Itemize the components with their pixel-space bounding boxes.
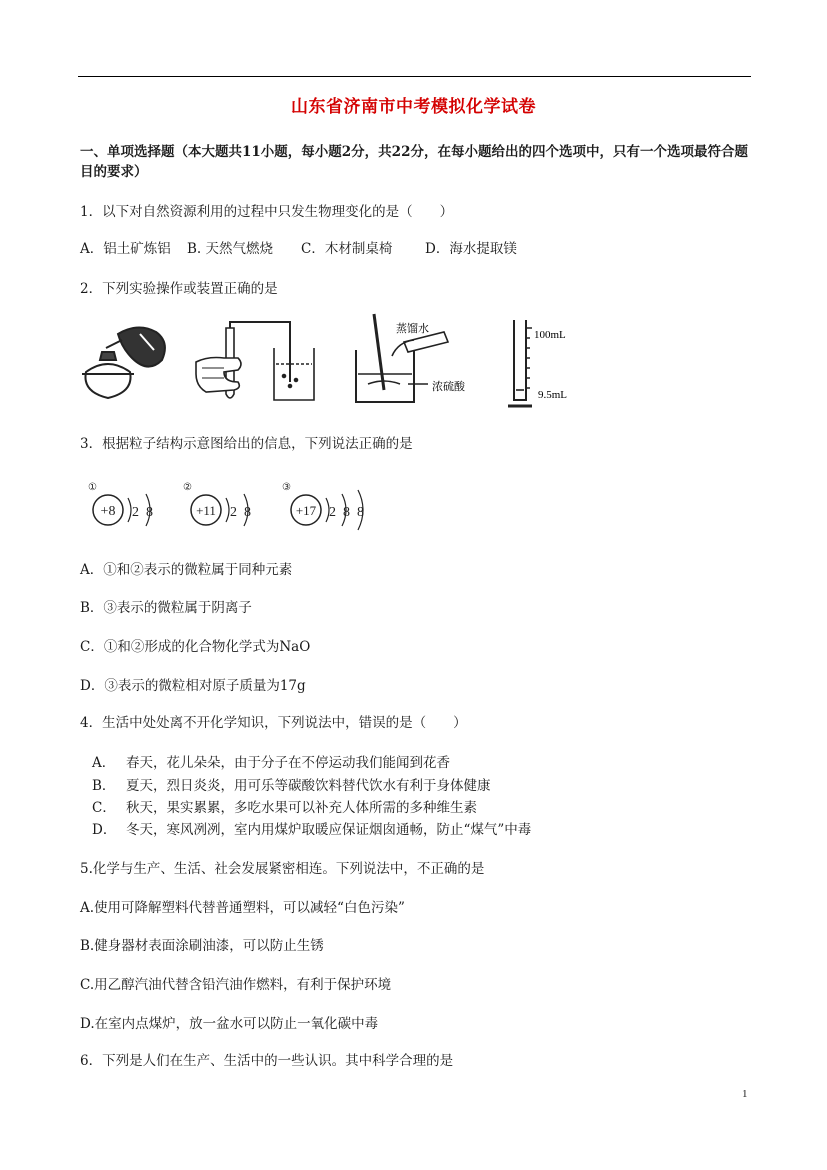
- alcohol-lamp-icon: [82, 327, 165, 398]
- q1-option-a[interactable]: A．铝土矿炼铝: [80, 241, 171, 257]
- q1-option-d[interactable]: D．海水提取镁: [425, 241, 517, 257]
- svg-text:②: ②: [183, 482, 192, 493]
- q4-option-a[interactable]: A． 春天，花儿朵朵，由于分子在不停运动我们能闻到花香: [92, 755, 450, 771]
- svg-text:+11: +11: [196, 503, 216, 518]
- svg-text:③: ③: [282, 482, 291, 493]
- svg-text:+8: +8: [100, 504, 116, 519]
- graduated-cylinder-icon: [508, 320, 532, 406]
- svg-text:2 8 8: 2 8 8: [329, 505, 364, 520]
- svg-text:2 8: 2 8: [132, 505, 153, 520]
- q5-option-c[interactable]: C.用乙醇汽油代替含铅汽油作燃料，有利于保护环境: [80, 977, 392, 993]
- gas-tightness-check-icon: [196, 322, 314, 400]
- q4-option-c[interactable]: C． 秋天，果实累累，多吃水果可以补充人体所需的多种维生素: [92, 800, 477, 816]
- atom-diagram-1: [88, 482, 153, 526]
- svg-text:+17: +17: [295, 503, 317, 518]
- water-label: 蒸馏水: [396, 322, 429, 335]
- atom-diagram-3: [282, 482, 364, 530]
- svg-text:①: ①: [88, 482, 97, 493]
- q5-option-a[interactable]: A.使用可降解塑料代替普通塑料，可以减轻“白色污染”: [80, 900, 405, 916]
- q5-option-d[interactable]: D.在室内点煤炉，放一盆水可以防止一氧化碳中毒: [80, 1016, 379, 1032]
- q5-stem: 5.化学与生产、生活、社会发展紧密相连。下列说法中，不正确的是: [80, 861, 485, 877]
- cylinder-95ml-label: 9.5mL: [538, 389, 568, 401]
- q3-option-d[interactable]: D．③表示的微粒相对原子质量为17g: [80, 678, 306, 694]
- q3-option-a[interactable]: A．①和②表示的微粒属于同种元素: [80, 562, 293, 578]
- q4-option-b[interactable]: B． 夏天，烈日炎炎，用可乐等碳酸饮料替代饮水有利于身体健康: [92, 778, 491, 794]
- q4-option-d[interactable]: D． 冬天，寒风冽冽，室内用煤炉取暖应保证烟囱通畅，防止“煤气”中毒: [92, 822, 532, 838]
- q3-option-b[interactable]: B．③表示的微粒属于阴离子: [80, 600, 252, 616]
- page-title: 山东省济南市中考模拟化学试卷: [291, 97, 536, 117]
- q1-options: [80, 237, 517, 257]
- q1-stem: 1．以下对自然资源利用的过程中只发生物理变化的是（ ）: [80, 204, 454, 220]
- q2-apparatus-figure: [78, 312, 578, 412]
- q3-particle-diagrams: [88, 478, 388, 534]
- q3-stem: 3．根据粒子结构示意图给出的信息，下列说法正确的是: [80, 436, 413, 452]
- acid-label: 浓硫酸: [432, 380, 465, 393]
- header-rule: [78, 76, 751, 77]
- q2-stem: 2．下列实验操作或装置正确的是: [80, 281, 278, 297]
- q1-option-b[interactable]: B. 天然气燃烧: [187, 241, 274, 257]
- svg-text:2 8: 2 8: [230, 505, 251, 520]
- page-number: 1: [742, 1088, 748, 1100]
- q6-stem: 6．下列是人们在生产、生活中的一些认识。其中科学合理的是: [80, 1053, 454, 1069]
- cylinder-100ml-label: 100mL: [534, 329, 566, 341]
- section-heading: 一、单项选择题（本大题共11小题，每小题2分，共22分，在每小题给出的四个选项中，只有一个选项最符合题目的要求）: [80, 144, 748, 180]
- atom-diagram-2: [183, 482, 251, 526]
- q4-stem: 4．生活中处处离不开化学知识，下列说法中，错误的是（ ）: [80, 715, 467, 731]
- q3-option-c[interactable]: C．①和②形成的化合物化学式为NaO: [80, 639, 311, 655]
- q5-option-b[interactable]: B.健身器材表面涂刷油漆，可以防止生锈: [80, 938, 324, 954]
- q1-option-c[interactable]: C．木材制桌椅: [301, 241, 393, 257]
